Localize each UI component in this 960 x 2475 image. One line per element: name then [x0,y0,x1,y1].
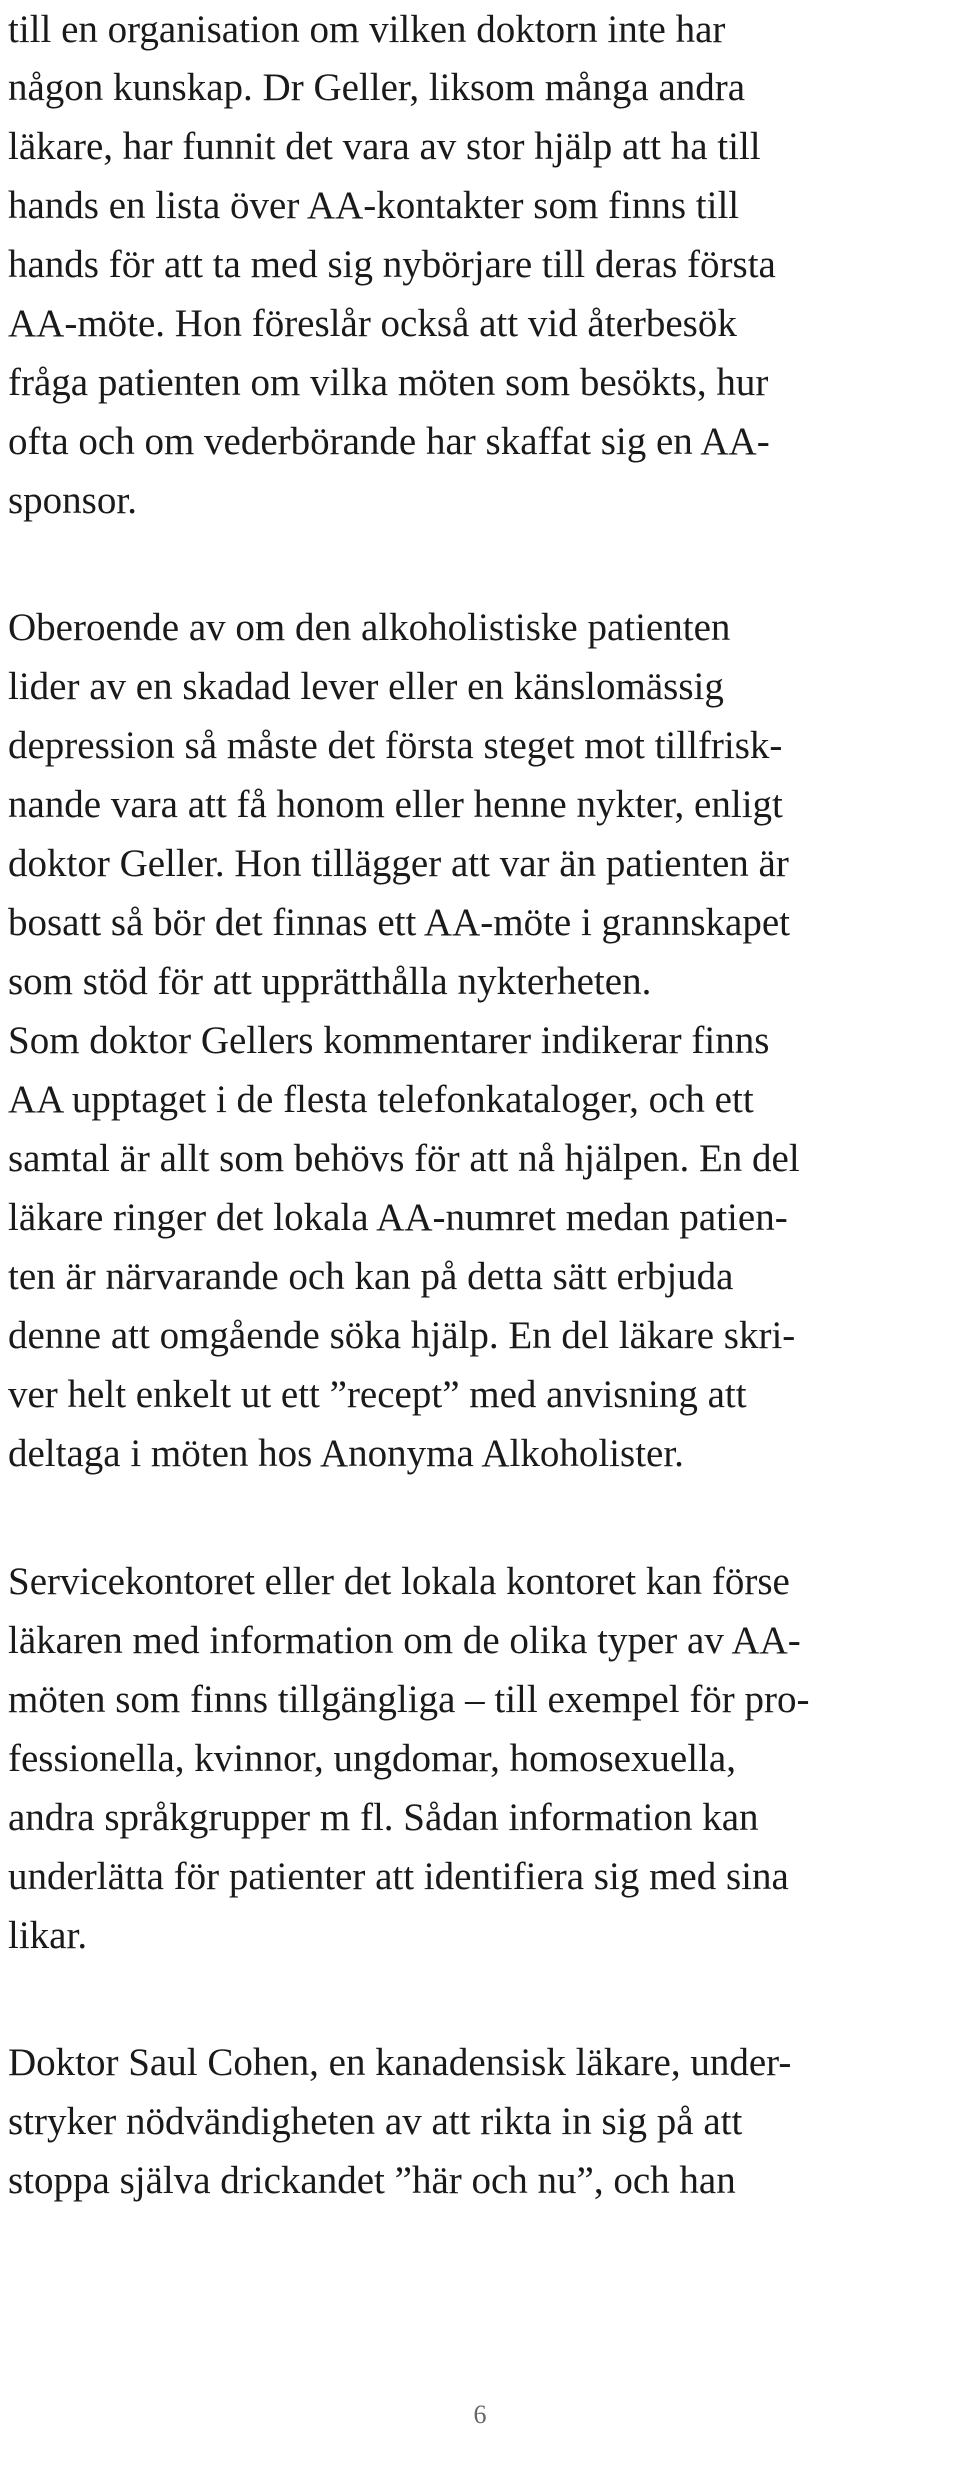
text-line: andra språkgrupper m fl. Sådan information kan [8,1796,759,1839]
text-line: likar. [8,1914,88,1957]
text-line: Doktor Saul Cohen, en kanadensisk läkare, under- [8,2041,792,2084]
text-line: underlätta för patienter att identifiera sig med sina [8,1855,789,1898]
text-line: AA-möte. Hon föreslår också att vid återbesök [8,302,737,345]
text-line: Oberoende av om den alkoholistiske patienten [8,606,731,649]
text-line: ver helt enkelt ut ett ”recept” med anvisning att [8,1373,747,1416]
text-line: doktor Geller. Hon tillägger att var än patienten är [8,842,789,885]
text-line: samtal är allt som behövs för att nå hjälpen. En del [8,1137,800,1180]
text-line: stoppa själva drickandet ”här och nu”, och han [8,2159,736,2202]
text-line: hands för att ta med sig nybörjare till deras första [8,243,776,286]
page-number: 6 [473,2400,487,2429]
text-line: deltaga i möten hos Anonyma Alkoholister. [8,1432,684,1475]
text-line: sponsor. [8,479,137,522]
text-line: ten är närvarande och kan på detta sätt erbjuda [8,1255,734,1298]
text-line: AA upptaget i de flesta telefonkataloger, och ett [8,1078,754,1121]
text-line: fråga patienten om vilka möten som besökts, hur [8,361,769,404]
text-line: möten som finns tillgängliga – till exempel för pro- [8,1678,810,1721]
text-line: som stöd för att upprätthålla nykterheten. [8,960,652,1003]
text-line: nande vara att få honom eller henne nykter, enligt [8,783,783,826]
text-line: Servicekontoret eller det lokala kontoret kan förse [8,1560,790,1603]
text-line: någon kunskap. Dr Geller, liksom många andra [8,66,746,109]
text-line: denne att omgående söka hjälp. En del läkare skri- [8,1314,796,1357]
text-line: Som doktor Gellers kommentarer indikerar finns [8,1019,770,1062]
text-line: stryker nödvändigheten av att rikta in sig på att [8,2100,743,2143]
text-line: depression så måste det första steget mot tillfrisk- [8,724,783,767]
text-line: till en organisation om vilken doktorn inte har [8,8,726,51]
text-line: fessionella, kvinnor, ungdomar, homosexuella, [8,1737,736,1780]
text-line: läkaren med information om de olika typer av AA- [8,1619,801,1662]
text-line: bosatt så bör det finnas ett AA-möte i grannskapet [8,901,790,944]
text-line: hands en lista över AA-kontakter som finns till [8,184,740,227]
text-line: ofta och om vederbörande har skaffat sig en AA- [8,420,770,463]
text-line: läkare ringer det lokala AA-numret medan patien- [8,1196,788,1239]
text-line: lider av en skadad lever eller en känslomässig [8,665,724,708]
text-line: läkare, har funnit det vara av stor hjälp att ha till [8,125,761,168]
